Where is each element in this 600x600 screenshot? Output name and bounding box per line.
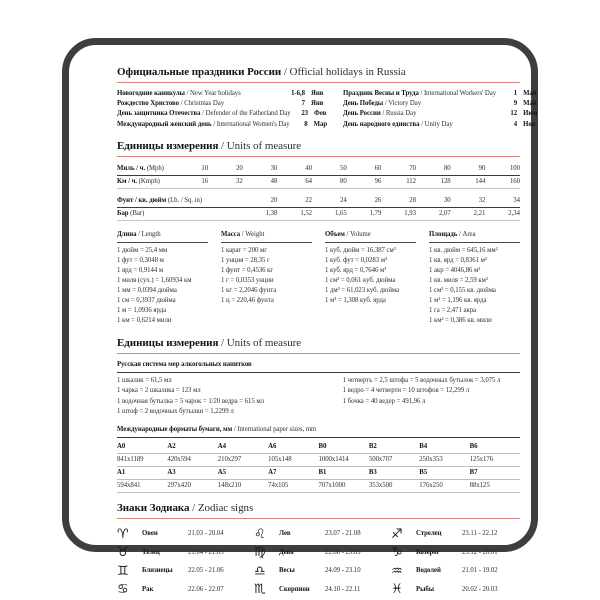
paper-format: B3 xyxy=(369,467,419,480)
holiday-name-en: / International Workers' Day xyxy=(418,90,497,97)
conversion-column-area xyxy=(429,230,520,326)
value-cell: 1,52 xyxy=(277,207,312,220)
conversion-item: 1 куб. дюйм = 16,387 см³ xyxy=(325,247,396,255)
value-cell: 1,65 xyxy=(312,207,347,220)
page-content xyxy=(117,66,538,599)
zodiac-name: Водолей xyxy=(416,567,441,575)
paper-header-row xyxy=(117,441,520,454)
paper-format: B1 xyxy=(319,467,369,480)
units1-title-en: / Units of measure xyxy=(218,139,302,152)
holiday-name-ru: Международный женский день xyxy=(117,120,212,128)
holiday-name-ru: Рождество Христово xyxy=(117,100,179,108)
alcohol-left-column xyxy=(117,376,343,417)
page-card xyxy=(62,38,538,598)
holidays-title-ru: Официальные праздники России xyxy=(117,66,282,78)
zodiac-dates: 23.11 - 22.12 xyxy=(462,530,498,538)
paper-format: A1 xyxy=(117,467,167,480)
value-cell: 1,79 xyxy=(347,207,382,220)
conversion-item: 1 фут = 0,3048 м xyxy=(117,257,164,265)
zodiac-name: Овен xyxy=(142,530,158,538)
conversion-item: 1 ц = 220,46 фунта xyxy=(221,297,274,305)
zodiac-dates: 21.01 - 19.02 xyxy=(462,567,498,575)
conversion-column-title xyxy=(429,230,520,243)
value-cell: 64 xyxy=(277,175,312,188)
units1-title-ru: Единицы измерения xyxy=(117,139,219,152)
conversion-column-volume xyxy=(325,230,416,326)
holiday-month: Ноя xyxy=(523,120,536,128)
value-cell: 80 xyxy=(312,175,347,188)
zodiac-name: Весы xyxy=(279,567,295,575)
row-label-ru: Км / ч. xyxy=(117,177,138,185)
paper-format: A6 xyxy=(268,441,318,454)
value-cell: 90 xyxy=(451,163,486,176)
paper-size: 353x500 xyxy=(369,480,419,493)
paper-format: B5 xyxy=(419,467,469,480)
zodiac-column-1 xyxy=(117,525,246,599)
conversion-item: 1 га = 2,471 акра xyxy=(429,307,477,315)
holiday-name-ru: Новогодние каникулы xyxy=(117,90,185,97)
value-cell: 26 xyxy=(347,195,382,208)
holiday-name-en: / Victory Day xyxy=(383,100,422,108)
holiday-name-en: / Russia Day xyxy=(380,110,417,118)
conversion-item: 1 км² = 0,386 кв. мили xyxy=(429,317,492,325)
conversion-item: 1 карат = 200 мг xyxy=(221,247,267,255)
conversion-item: 1 г = 0,0353 унции xyxy=(221,277,274,285)
zodiac-entry xyxy=(391,562,520,581)
value-cell: 144 xyxy=(451,175,486,188)
holiday-name-ru: День защитника Отечества xyxy=(117,110,201,118)
conversion-column-title xyxy=(325,230,416,243)
holiday-month: Фев xyxy=(314,110,327,118)
table-row xyxy=(117,175,520,188)
value-cell: 96 xyxy=(347,175,382,188)
zodiac-dates: 21.04 - 21.05 xyxy=(188,548,224,556)
holiday-name xyxy=(343,109,496,119)
zodiac-entry xyxy=(254,525,383,544)
zodiac-entry xyxy=(391,581,520,600)
zodiac-name: Лев xyxy=(279,530,291,538)
holiday-month: Май xyxy=(523,100,537,108)
value-cell: 160 xyxy=(485,175,520,188)
paper-format: A4 xyxy=(218,441,268,454)
zodiac-name: Рыбы xyxy=(416,585,434,593)
holidays-section-title xyxy=(117,66,520,83)
conversion-item: 1 фунт = 0,4536 кг xyxy=(221,267,274,275)
holiday-date: 1-6,8 xyxy=(291,90,305,97)
holiday-row xyxy=(117,109,329,119)
holidays-title-en: / Official holidays in Russia xyxy=(281,66,406,78)
alcohol-subsection-title: Русская система мер алкогольных напитков xyxy=(117,360,520,373)
zodiac-column-3 xyxy=(391,525,520,599)
paper-value-row xyxy=(117,454,520,467)
paper-size: 125x176 xyxy=(470,454,520,467)
conv-title-ru: Объем xyxy=(325,230,345,238)
conversion-item: 1 см = 0,3937 дюйма xyxy=(117,297,176,305)
value-cell: 2,21 xyxy=(451,207,486,220)
conv-title-en: / Weight xyxy=(240,230,265,238)
paper-size: 210x297 xyxy=(218,454,268,467)
zodiac-name: Дева xyxy=(279,548,294,556)
table-row xyxy=(117,163,520,176)
conversion-item: 1 м = 1,0936 ярда xyxy=(117,307,167,315)
pisces-icon: ♓ xyxy=(391,582,403,598)
sagittarius-icon: ♐ xyxy=(391,526,403,542)
holiday-date: 4 xyxy=(513,120,518,128)
value-cell: 80 xyxy=(416,163,451,176)
paper-size: 297x420 xyxy=(167,480,217,493)
value-cell: 22 xyxy=(277,195,312,208)
conversion-item: 1 км = 0,6214 мили xyxy=(117,317,172,325)
zodiac-entry xyxy=(254,562,383,581)
holiday-month: Июн xyxy=(523,110,538,118)
holiday-row xyxy=(343,99,541,109)
value-cell: 40 xyxy=(277,163,312,176)
value-cell: 10 xyxy=(173,163,208,176)
holiday-name xyxy=(117,99,284,109)
conversion-item: 1 акр = 4046,86 м² xyxy=(429,267,481,275)
taurus-icon: ♉ xyxy=(117,545,129,561)
units1-section-title xyxy=(117,140,520,157)
value-cell: 32 xyxy=(451,195,486,208)
holiday-date: 1 xyxy=(513,90,518,97)
conversion-item: 1 куб. фут = 0,0283 м³ xyxy=(325,257,387,265)
zodiac-name: Стрелец xyxy=(416,530,442,538)
zodiac-entry xyxy=(117,581,246,600)
holiday-name-ru: День Победы xyxy=(343,100,384,108)
alcohol-right-column xyxy=(343,376,520,417)
paper-size: 594x841 xyxy=(117,480,167,493)
alcohol-item: 1 ведро = 4 четверти = 10 штофов = 12,299 л xyxy=(342,387,470,395)
value-cell: 2,34 xyxy=(485,207,520,220)
conversion-column-title xyxy=(221,230,312,243)
paper-format: A0 xyxy=(117,441,167,454)
holiday-month: Янв xyxy=(311,90,324,97)
value-cell: 20 xyxy=(243,195,278,208)
paper-format: B4 xyxy=(419,441,469,454)
units2-title-ru: Единицы измерения xyxy=(117,337,219,350)
alcohol-item: 1 водочная бутылка = 5 чарок = 1/20 ведра = 615 мл xyxy=(117,397,264,405)
paper-size: 176x250 xyxy=(419,480,469,493)
conv-title-ru: Площадь xyxy=(429,230,458,238)
holiday-row xyxy=(117,89,329,99)
paper-header-row xyxy=(117,467,520,480)
holiday-name-en: / Christmas Day xyxy=(178,100,225,108)
value-cell: 1,38 xyxy=(243,207,278,220)
units2-title-en: / Units of measure xyxy=(218,337,302,350)
holiday-month: Мар xyxy=(313,120,328,128)
value-cell: 16 xyxy=(173,175,208,188)
holiday-row xyxy=(117,99,329,109)
value-cell: 20 xyxy=(208,163,243,176)
holiday-name-ru: День России xyxy=(343,110,381,118)
holidays-left-column xyxy=(117,89,329,130)
row-label-en: (Lb. / Sq. in) xyxy=(166,196,203,204)
holiday-month: Янв xyxy=(311,100,324,108)
table-row xyxy=(117,195,520,208)
holiday-name-en: / Unity Day xyxy=(419,120,453,128)
paper-sizes-table xyxy=(117,441,520,493)
zodiac-dates: 22.08 - 23.09 xyxy=(325,548,361,556)
holiday-date: 9 xyxy=(513,100,518,108)
value-cell: 112 xyxy=(381,175,416,188)
pressure-table xyxy=(117,195,520,221)
zodiac-grid xyxy=(117,525,520,599)
value-cell: 24 xyxy=(312,195,347,208)
zodiac-name: Телец xyxy=(142,548,160,556)
paper-size: 707x1000 xyxy=(319,480,369,493)
paper-format: B2 xyxy=(369,441,419,454)
capricorn-icon: ♑ xyxy=(391,545,403,561)
paper-format: A7 xyxy=(268,467,318,480)
conv-title-ru: Длина xyxy=(117,230,137,238)
conversion-item: 1 кг = 2,2046 фунта xyxy=(221,287,277,295)
paper-size: 74x105 xyxy=(268,480,318,493)
paper-format: B6 xyxy=(470,441,520,454)
zodiac-dates: 23.07 - 21.08 xyxy=(325,530,361,538)
paper-subsection-title xyxy=(117,425,520,438)
alcohol-item: 1 бочка = 40 ведер = 491,96 л xyxy=(342,397,426,405)
holiday-name xyxy=(343,120,496,130)
paper-size: 88x125 xyxy=(470,480,520,493)
value-cell: 34 xyxy=(485,195,520,208)
holidays-right-column xyxy=(343,89,541,130)
value-cell: 60 xyxy=(347,163,382,176)
conversion-column-weight xyxy=(221,230,312,326)
zodiac-dates: 24.10 - 22.11 xyxy=(325,585,361,593)
holiday-name-ru: Праздник Весны и Труда xyxy=(343,90,419,97)
conversion-item: 1 куб. ярд = 0,7646 м³ xyxy=(325,267,387,275)
alcohol-item: 1 шкалик = 61,5 мл xyxy=(117,377,172,385)
paper-format: A5 xyxy=(218,467,268,480)
paper-size: 500x707 xyxy=(369,454,419,467)
conversion-item: 1 кв. ярд = 0,8361 м² xyxy=(429,257,487,265)
row-label xyxy=(117,195,243,208)
value-cell: 128 xyxy=(416,175,451,188)
holiday-date: 12 xyxy=(510,110,518,118)
conversion-item: 1 ярд = 0,9144 м xyxy=(117,267,164,275)
zodiac-dates: 24.09 - 23.10 xyxy=(325,567,361,575)
holiday-name xyxy=(343,89,496,99)
zodiac-entry xyxy=(117,544,246,563)
scorpio-icon: ♏ xyxy=(254,582,266,598)
value-cell: 32 xyxy=(208,175,243,188)
aries-icon: ♈ xyxy=(117,526,129,542)
paper-value-row xyxy=(117,480,520,493)
zodiac-entry xyxy=(254,581,383,600)
holiday-name xyxy=(117,109,291,119)
value-cell: 100 xyxy=(485,163,520,176)
conversion-item: 1 см³ = 0,061 куб. дюйма xyxy=(325,277,396,285)
alcohol-item: 1 чарка = 2 шкалика = 123 мл xyxy=(117,387,201,395)
conversion-item: 1 миля (сух.) = 1,60934 км xyxy=(117,277,192,285)
zodiac-name: Рак xyxy=(142,585,154,593)
alcohol-item: 1 штоф = 2 водочных бутылки = 1,2299 л xyxy=(117,407,234,415)
conversion-item: 1 см² = 0,155 кв. дюйма xyxy=(429,287,496,295)
holiday-name xyxy=(117,120,290,130)
zodiac-dates: 22.06 - 22.07 xyxy=(188,585,224,593)
conversion-item: 1 кв. миля = 2,59 км² xyxy=(429,277,488,285)
conversion-item: 1 кв. дюйм = 645,16 мм² xyxy=(429,247,498,255)
paper-title-en: / International paper sizes, mm xyxy=(232,426,317,434)
zodiac-dates: 21.03 - 20.04 xyxy=(188,530,224,538)
leo-icon: ♌ xyxy=(254,526,266,542)
holidays-grid xyxy=(117,89,538,130)
row-label-en: (Mph) xyxy=(145,164,164,172)
zodiac-dates: 22.05 - 21.06 xyxy=(188,567,224,575)
paper-size: 148x210 xyxy=(218,480,268,493)
cancer-icon: ♋ xyxy=(117,582,129,598)
paper-size: 841x1189 xyxy=(117,454,167,467)
conversion-column-length xyxy=(117,230,208,326)
row-label-ru: Миль / ч. xyxy=(117,164,146,172)
row-label xyxy=(117,163,173,176)
conv-title-en: / Volume xyxy=(344,230,371,238)
row-label xyxy=(117,175,173,188)
zodiac-name: Скорпион xyxy=(279,585,310,593)
holiday-row xyxy=(343,89,541,99)
holiday-name-en: / International Women's Day xyxy=(211,120,290,128)
paper-size: 1000x1414 xyxy=(319,454,369,467)
zodiac-entry xyxy=(254,544,383,563)
conversion-item: 1 м² = 1,196 кв. ярда xyxy=(429,297,487,305)
conversion-item: 1 дюйм = 25,4 мм xyxy=(117,247,168,255)
row-label xyxy=(117,207,243,220)
speed-table xyxy=(117,163,520,189)
zodiac-name: Козерог xyxy=(416,548,440,556)
zodiac-entry xyxy=(117,525,246,544)
conv-title-ru: Масса xyxy=(221,230,241,238)
zodiac-title-en: / Zodiac signs xyxy=(189,502,254,515)
zodiac-entry xyxy=(391,544,520,563)
row-label-en: (Kmph) xyxy=(137,177,160,185)
conversion-item: 1 мм = 0,0394 дюйма xyxy=(117,287,177,295)
holiday-name-en: / New Year holidays xyxy=(184,90,241,97)
virgo-icon: ♍ xyxy=(254,545,266,561)
holiday-name-en: / Defender of the Fatherland Day xyxy=(200,110,291,118)
zodiac-entry xyxy=(391,525,520,544)
holiday-name xyxy=(343,99,496,109)
zodiac-column-2 xyxy=(254,525,383,599)
zodiac-section-title xyxy=(117,502,520,519)
alcohol-grid xyxy=(117,376,520,417)
holiday-date: 23 xyxy=(301,110,309,118)
value-cell: 70 xyxy=(381,163,416,176)
zodiac-dates: 23.12 - 20.01 xyxy=(462,548,498,556)
units2-section-title xyxy=(117,337,520,354)
paper-format: A2 xyxy=(167,441,217,454)
paper-size: 250x353 xyxy=(419,454,469,467)
value-cell: 30 xyxy=(243,163,278,176)
alcohol-item: 1 четверть = 2,5 штофа = 5 водочных бутылок = 3,075 л xyxy=(342,377,501,385)
conversion-column-title xyxy=(117,230,208,243)
paper-format: A3 xyxy=(167,467,217,480)
paper-title-ru: Международные форматы бумаги, мм xyxy=(117,426,233,434)
zodiac-dates: 20.02 - 20.03 xyxy=(462,585,498,593)
aquarius-icon: ♒ xyxy=(391,563,403,579)
value-cell: 50 xyxy=(312,163,347,176)
conversion-item: 1 дм³ = 61,023 куб. дюйма xyxy=(325,287,400,295)
table-row xyxy=(117,207,520,220)
row-label-ru: Бар xyxy=(117,209,129,217)
value-cell: 48 xyxy=(243,175,278,188)
holiday-date: 8 xyxy=(304,120,308,128)
gemini-icon: ♊ xyxy=(117,563,129,579)
zodiac-entry xyxy=(117,562,246,581)
conversions-grid xyxy=(117,230,520,326)
paper-format: B0 xyxy=(319,441,369,454)
value-cell: 28 xyxy=(381,195,416,208)
paper-size: 420x594 xyxy=(167,454,217,467)
holiday-row xyxy=(343,109,541,119)
row-label-en: (Bar) xyxy=(128,209,145,217)
value-cell: 30 xyxy=(416,195,451,208)
holiday-row xyxy=(343,120,541,130)
zodiac-name: Близнецы xyxy=(142,567,173,575)
value-cell: 1,93 xyxy=(381,207,416,220)
value-cell: 2,07 xyxy=(416,207,451,220)
paper-format: B7 xyxy=(470,467,520,480)
holiday-date: 7 xyxy=(301,100,305,108)
zodiac-title-ru: Знаки Зодиака xyxy=(117,502,190,515)
conv-title-en: / Area xyxy=(457,230,476,238)
libra-icon: ♎ xyxy=(254,563,266,579)
conversion-item: 1 унция = 28,35 г xyxy=(221,257,270,265)
holiday-row xyxy=(117,120,329,130)
paper-size: 105x148 xyxy=(268,454,318,467)
holiday-name-ru: День народного единства xyxy=(343,120,420,128)
conv-title-en: / Length xyxy=(136,230,161,238)
conversion-item: 1 м³ = 1,308 куб. ярда xyxy=(325,297,386,305)
row-label-ru: Фунт / кв. дюйм xyxy=(117,196,167,204)
holiday-name xyxy=(117,89,284,99)
holiday-month: Май xyxy=(523,90,537,97)
